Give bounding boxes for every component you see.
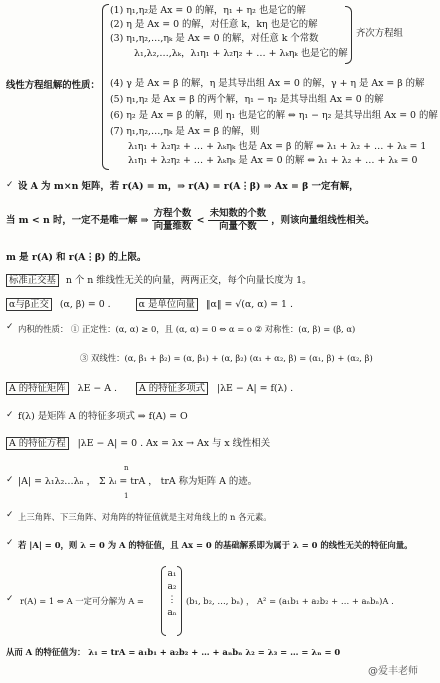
rank-line-1: 设 A 为 m×n 矩阵，若 r(A) = m，⇒ r(A) = r(A⋮β) ⇒ Ax = β 一定有解， xyxy=(18,181,359,192)
row-vector-line: (b₁, b₂, …, bₙ) ， A² = (a₁b₁ + a₂b₂ + … + aₙbₙ)A . xyxy=(186,596,394,606)
orthonormal-basis-box: 标准正交基 xyxy=(6,274,59,287)
determinant-trace-line: |A| = λ₁λ₂…λₙ ， Σ λᵢ = trA ， trA 称为矩阵 A 的迹。 xyxy=(18,476,257,487)
inner-product-line-2: ③ 双线性：(α, β₁ + β₂) = (α, β₁) + (α, β₂) (α₁ + α₂, β) = (α₁, β) + (α₂, β) xyxy=(80,353,373,363)
eigenvalue-line: 从而 A 的特征值为： λ₁ = trA = a₁b₁ + a₂b₂ + … + aₙbₙ λ₂ = λ₃ = … = λₙ = 0 xyxy=(6,647,341,657)
orthogonal-line xyxy=(6,298,293,311)
rank-line-2 xyxy=(6,208,374,233)
property-7-a: λ₁η₁ + λ₂η₂ + … + λₖηₖ 也是 Ax = β 的解 ⇔ λ₁ + λ₂ + … + λₖ = 1 xyxy=(128,141,427,152)
eigen-matrix-line xyxy=(6,382,293,395)
check-mark: ✓ xyxy=(6,475,14,485)
rank-line-3: m 是 r(A) 和 r(A⋮β) 的上限。 xyxy=(6,252,147,263)
property-1: (1) η₁,η₂是 Ax = 0 的解，η₁ + η₂ 也是它的解 xyxy=(110,5,306,16)
orthogonal-box: α与β正交 xyxy=(6,298,52,311)
check-mark: ✓ xyxy=(6,538,14,548)
check-mark: ✓ xyxy=(6,322,14,332)
sum-upper-limit: n xyxy=(124,464,129,472)
property-6: (6) η₂ 是 Ax = β 的解，则 η₁ 也是它的解 ⇔ η₁ − η₂ 是其导出组 Ax = 0 的解 xyxy=(110,110,438,121)
homogeneous-label: 齐次方程组 xyxy=(356,28,403,39)
eigen-equation-expr: |λE − A| = 0 . Ax = λx → Ax 与 x 线性相关 xyxy=(77,438,271,449)
property-3: (3) η₁,η₂,…,ηₖ 是 Ax = 0 的解，对任意 k 个常数 xyxy=(110,33,319,44)
orthonormal-basis-line xyxy=(6,274,311,287)
property-2: (2) η 是 Ax = 0 的解，对任意 k，kη 也是它的解 xyxy=(110,19,318,30)
less-than: < xyxy=(196,215,205,226)
rank-line-2-pre: 当 m < n 时，一定不是唯一解 ⇒ xyxy=(6,215,149,226)
check-mark: ✓ xyxy=(6,594,14,604)
rank-line-2-post: ，则该向量组线性相关。 xyxy=(271,215,375,226)
property-3-cont: λ₁,λ₂,…,λₖ，λ₁η₁ + λ₂η₂ + … + λₖηₖ 也是它的解 xyxy=(134,48,348,59)
orthonormal-basis-text: n 个 n 维线性无关的向量，两两正交，每个向量长度为 1。 xyxy=(65,275,312,286)
rank-one-pre: r(A) = 1 ⇔ A 一定可分解为 A = xyxy=(20,596,144,606)
column-vector: a₁ a₂ ⋮ aₙ xyxy=(167,569,177,618)
fraction-unknowns-vectors: $\frac{\text{未知数的个数}}{\text{向量个数}}$ xyxy=(209,208,266,232)
watermark: @爱丰老师 xyxy=(368,666,418,677)
left-brace-properties xyxy=(102,4,109,170)
property-7: (7) η₁,η₂,…,ηₖ 是 Ax = β 的解，则 xyxy=(110,126,260,137)
eigen-matrix-expr: λE − A . xyxy=(77,383,117,394)
eigen-equation-line xyxy=(6,437,270,450)
sum-lower-limit: 1 xyxy=(124,492,129,500)
eigen-poly-box: A 的特征多项式 xyxy=(136,382,208,395)
cayley-hamilton-line: f(λ) 是矩阵 A 的特征多项式 ⇒ f(A) = O xyxy=(18,411,188,422)
unit-vector-text: ‖α‖ = √(α, α) = 1 . xyxy=(205,299,293,310)
singular-line: 若 |A| = 0，则 λ = 0 为 A 的特征值，且 Ax = 0 的基础解系即为属于 λ = 0 的线性无关的特征向量。 xyxy=(18,540,413,550)
fraction-equations-dimension: $\frac{\text{方程个数}}{\text{向量维数}}$ xyxy=(153,208,192,232)
unit-vector-box: α 是单位向量 xyxy=(136,298,198,311)
triangular-line: 上三角阵、下三角阵、对角阵的特征值就是主对角线上的 n 各元素。 xyxy=(18,512,272,522)
section-title: 线性方程组解的性质： xyxy=(6,80,100,91)
check-mark: ✓ xyxy=(6,410,14,420)
property-7-b: λ₁η₁ + λ₂η₂ + … + λₖηₖ 是 Ax = 0 的解 ⇔ λ₁ + λ₂ + … + λₖ = 0 xyxy=(128,155,418,166)
check-mark: ✓ xyxy=(6,510,14,520)
orthogonal-text: (α, β) = 0 . xyxy=(59,299,111,310)
property-4: (4) γ 是 Ax = β 的解，η 是其导出组 Ax = 0 的解，γ + η 是 Ax = β 的解 xyxy=(110,78,425,89)
check-mark: ✓ xyxy=(6,180,14,190)
property-5: (5) η₁,η₂ 是 Ax = β 的两个解，η₁ − η₂ 是其导出组 Ax = 0 的解 xyxy=(110,94,384,105)
inner-product-line-1: 内积的性质： ① 正定性：(α, α) ≥ 0，且 (α, α) = 0 ⇔ α = o ② 对称性：(α, β) = (β, α) xyxy=(18,324,356,334)
eigen-matrix-box: A 的特征矩阵 xyxy=(6,382,69,395)
eigen-poly-expr: |λE − A| = f(λ) . xyxy=(216,383,294,394)
eigen-equation-box: A 的特征方程 xyxy=(6,437,69,450)
